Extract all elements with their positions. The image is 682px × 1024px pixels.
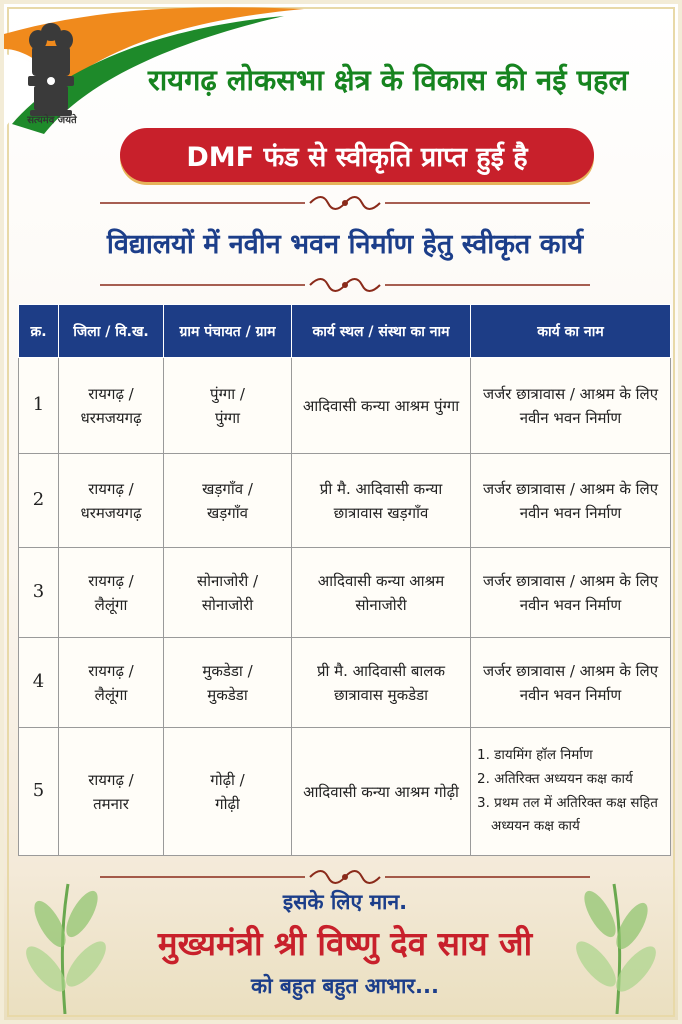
row-district: रायगढ़ / लैलूंगा [59,638,164,728]
leaf-branch-icon [10,864,120,1014]
work-list [477,744,664,839]
row-district: रायगढ़ / लैलूंगा [59,548,164,638]
row-work [471,728,671,856]
list-item: 3. प्रथम तल में अतिरिक्त कक्ष सहित [477,794,658,811]
row-district: रायगढ़ / धरमजयगढ़ [59,358,164,454]
list-item: अध्ययन कक्ष कार्य [491,818,580,835]
works-table [18,304,671,856]
ornamental-divider-icon [100,870,590,884]
dmf-banner [120,128,594,182]
row-village: खड़गाँव / खड़गाँव [164,454,292,548]
footer-line-3: को बहुत बहुत आभार... [251,974,439,998]
page-title: रायगढ़ लोकसभा क्षेत्र के विकास की नई पहल [147,63,629,97]
table-header-row [19,305,671,358]
col-header-work: कार्य का नाम [471,305,671,358]
row-work: जर्जर छात्रावास / आश्रम के लिए नवीन भवन निर्माण [471,638,671,728]
row-village: पुंग्गा / पुंग्गा [164,358,292,454]
row-district: रायगढ़ / धरमजयगढ़ [59,454,164,548]
col-header-village: ग्राम पंचायत / ग्राम [164,305,292,358]
row-site: आदिवासी कन्या आश्रम सोनाजोरी [292,548,471,638]
row-serial: 3 [19,548,59,638]
section-subtitle: विद्यालयों में नवीन भवन निर्माण हेतु स्वीकृत कार्य [106,229,584,260]
col-header-district: जिला / वि.ख. [59,305,164,358]
table-row [19,358,671,454]
ornamental-divider-icon [100,196,590,210]
table-row [19,728,671,856]
row-serial: 2 [19,454,59,548]
row-work: जर्जर छात्रावास / आश्रम के लिए नवीन भवन निर्माण [471,454,671,548]
row-site: आदिवासी कन्या आश्रम पुंग्गा [292,358,471,454]
row-site: प्री मै. आदिवासी कन्या छात्रावास खड़गाँव [292,454,471,548]
list-item: 1. डायमिंग हॉल निर्माण [477,747,593,764]
chief-minister-name: मुख्यमंत्री श्री विष्णु देव साय जी [157,924,533,963]
row-village: मुकडेडा / मुकडेडा [164,638,292,728]
table-row [19,548,671,638]
row-work: जर्जर छात्रावास / आश्रम के लिए नवीन भवन निर्माण [471,548,671,638]
col-header-serial: क्र. [19,305,59,358]
row-village: गोढ़ी / गोढ़ी [164,728,292,856]
table-row [19,454,671,548]
col-header-site: कार्य स्थल / संस्था का नाम [292,305,471,358]
table-row [19,638,671,728]
list-item: 2. अतिरिक्त अध्ययन कक्ष कार्य [477,770,633,787]
ornamental-divider-icon [100,278,590,292]
leaf-branch-icon [562,864,672,1014]
row-serial: 1 [19,358,59,454]
row-site: आदिवासी कन्या आश्रम गोढ़ी [292,728,471,856]
footer-line-1: इसके लिए मान. [282,890,408,914]
dmf-banner-text: DMF फंड से स्वीकृति प्राप्त हुई है [186,141,528,173]
row-work: जर्जर छात्रावास / आश्रम के लिए नवीन भवन निर्माण [471,358,671,454]
row-serial: 4 [19,638,59,728]
emblem-motto: सत्यमेव जयते [27,115,77,126]
row-serial: 5 [19,728,59,856]
row-village: सोनाजोरी / सोनाजोरी [164,548,292,638]
row-district: रायगढ़ / तमनार [59,728,164,856]
row-site: प्री मै. आदिवासी बालक छात्रावास मुकडेडा [292,638,471,728]
